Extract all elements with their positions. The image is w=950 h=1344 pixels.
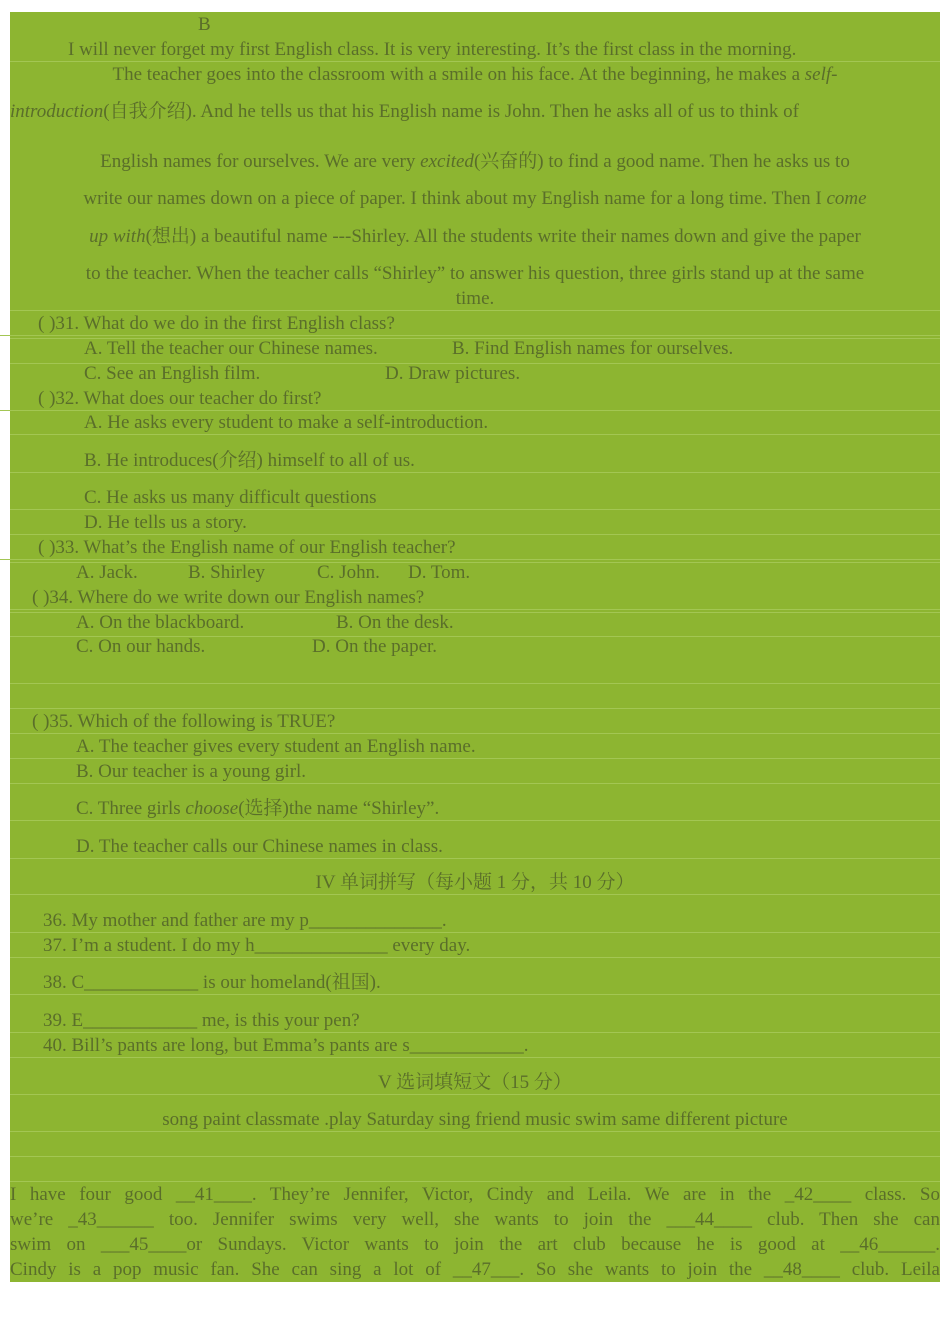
- word-bank: song paint classmate .play Saturday sing friend music swim same different picture: [10, 1109, 940, 1132]
- cloze-line: I have four good __41____. They’re Jennifer, Victor, Cindy and Leila. We are in the _42____ class. So: [10, 1184, 940, 1205]
- option: A. The teacher gives every student an English name.: [10, 736, 940, 759]
- spelling-item: 38. C____________ is our homeland(祖国).: [10, 972, 940, 995]
- option: D. The teacher calls our Chinese names in class.: [10, 836, 940, 859]
- passage-line: to the teacher. When the teacher calls “Shirley” to answer his question, three girls stand up at the same: [85, 263, 865, 284]
- option: B. Find English names for ourselves.: [452, 338, 734, 359]
- blank-line: [10, 1134, 940, 1157]
- question-32-stem: ( )32. What does our teacher do first?: [0, 388, 940, 411]
- blank-line: [10, 661, 940, 684]
- question-33-stem: ( )33. What’s the English name of our English teacher?: [0, 537, 940, 560]
- passage-line: up with(想出) a beautiful name ---Shirley. All the students write their names down and give the paper: [89, 226, 861, 247]
- option: B. He introduces(介绍) himself to all of us.: [10, 450, 940, 473]
- question-34-options: [10, 636, 940, 657]
- passage-line: The teacher goes into the classroom with a smile on his face. At the beginning, he makes a self-: [112, 64, 838, 85]
- spelling-item: 37. I’m a student. I do my h______________ every day.: [10, 935, 940, 958]
- spelling-item: 36. My mother and father are my p______________.: [10, 910, 940, 933]
- option: D. Draw pictures.: [385, 363, 521, 384]
- cloze-line: we’re _43______ too. Jennifer swims very well, she wants to join the ___44____ club. Then she can: [10, 1209, 940, 1230]
- section-v-heading: V 选词填短文（15 分）: [10, 1072, 940, 1095]
- blank-line: [10, 1159, 940, 1182]
- option: A. Tell the teacher our Chinese names.: [84, 338, 378, 359]
- section-iv-heading: IV 单词拼写（每小题 1 分，共 10 分）: [10, 872, 940, 895]
- question-31-options: [10, 338, 940, 359]
- option: A. On the blackboard.: [76, 612, 245, 633]
- option: C. John.: [317, 562, 380, 583]
- option: B. Our teacher is a young girl.: [10, 761, 940, 784]
- passage-line: write our names down on a piece of paper. I think about my English name for a long time. Then I come: [83, 188, 867, 209]
- question-31-stem: ( )31. What do we do in the first English class?: [0, 313, 940, 336]
- option: A. Jack.: [76, 562, 138, 583]
- passage-line: I will never forget my first English class. It is very interesting. It’s the first class in the morning.: [10, 39, 940, 62]
- question-31-options: [10, 363, 940, 384]
- option: A. He asks every student to make a self-introduction.: [10, 412, 940, 435]
- option: C. On our hands.: [76, 636, 206, 657]
- spelling-item: 40. Bill’s pants are long, but Emma’s pants are s____________.: [10, 1035, 940, 1058]
- option: B. Shirley: [188, 562, 266, 583]
- option: D. On the paper.: [312, 636, 438, 657]
- option: C. See an English film.: [84, 363, 261, 384]
- passage-line: introduction(自我介绍). And he tells us that his English name is John. Then he asks all of us to think of: [10, 101, 799, 122]
- passage-line: English names for ourselves. We are very excited(兴奋的) to find a good name. Then he asks us to: [100, 151, 850, 172]
- option: B. On the desk.: [336, 612, 454, 633]
- cloze-line: Cindy is a pop music fan. She can sing a lot of __47___. So she wants to join the __48____ club. Leila: [10, 1259, 940, 1280]
- option: C. Three girls choose(选择)the name “Shirley”.: [10, 798, 940, 821]
- spelling-item: 39. E____________ me, is this your pen?: [10, 1010, 940, 1033]
- cloze-line: swim on ___45____or Sundays. Victor wants to join the art club because he is good at __46______.: [10, 1234, 940, 1255]
- option: D. He tells us a story.: [10, 512, 940, 535]
- question-34-options: [10, 612, 940, 633]
- question-33-options: [10, 562, 940, 583]
- option: C. He asks us many difficult questions: [10, 487, 940, 510]
- option: D. Tom.: [408, 562, 471, 583]
- question-34-stem: ( )34. Where do we write down our English names?: [10, 587, 940, 610]
- blank-line: [10, 686, 940, 709]
- passage-line: time.: [10, 288, 940, 311]
- section-b-label: B: [198, 14, 211, 35]
- question-35-stem: ( )35. Which of the following is TRUE?: [10, 711, 940, 734]
